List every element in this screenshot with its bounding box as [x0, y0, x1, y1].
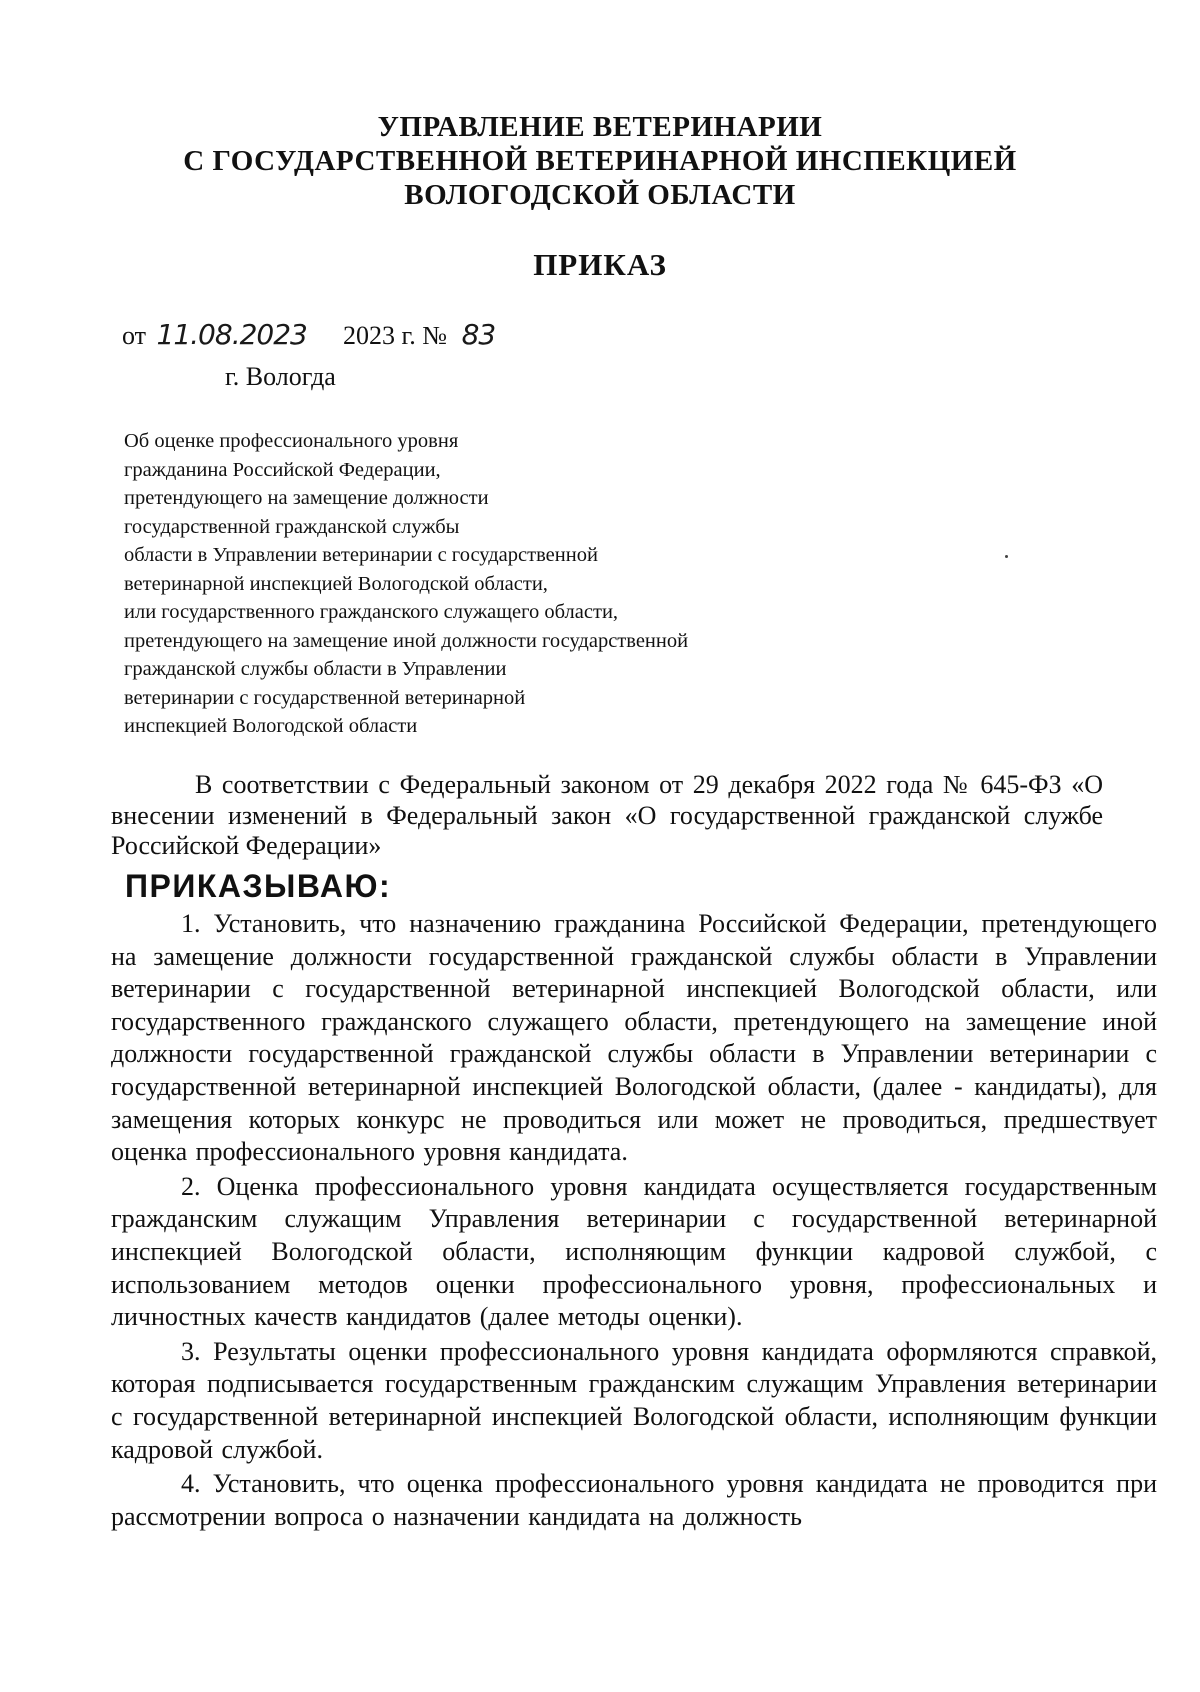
header-line-2: С ГОСУДАРСТВЕННОЙ ВЕТЕРИНАРНОЙ ИНСПЕКЦИЕЙ	[183, 145, 1017, 177]
subject-line: ветеринарии с государственной ветеринарной	[124, 686, 526, 709]
subject-line: претендующего на замещение должности	[124, 487, 489, 509]
year-number-label: 2023 г. №	[343, 321, 448, 350]
preamble	[111, 770, 1103, 862]
subject-line: гражданина Российской Федерации,	[124, 458, 441, 481]
order-directive-heading: ПРИКАЗЫВАЮ:	[125, 868, 392, 904]
subject-line: претендующего на замещение иной должности государственной	[124, 629, 689, 652]
order-subject	[124, 427, 688, 741]
subject-line: области в Управлении ветеринарии с государственной	[124, 544, 598, 566]
order-body	[111, 908, 1157, 1535]
subject-line: гражданской службы области в Управлении	[124, 658, 507, 680]
order-item-1: 1. Установить, что назначению гражданина Российской Федерации, претендующего на замещение должности государственной гражданской службы области в Управлении ветеринарии с государственной ветеринарной инспекцией Вологодской области, или государственного гражданского служащего области, претендующего на замещение иной должности государственной гражданской службы области в Управлении ветеринарии с государственной ветеринарной инспекцией Вологодской области, (далее - кандидаты), для замещения которых конкурс не проводиться или может не проводиться, предшествует оценка профессионального уровня кандидата.	[111, 909, 1157, 1167]
header-line-3: ВОЛОГОДСКОЙ ОБЛАСТИ	[404, 179, 796, 211]
subject-line: инспекцией Вологодской области	[124, 715, 418, 737]
scan-speck	[1005, 555, 1008, 558]
document-header	[0, 110, 1200, 212]
subject-line: государственной гражданской службы	[124, 515, 460, 538]
city-label: г. Вологда	[225, 362, 336, 391]
order-item-2: 2. Оценка профессионального уровня кандидата осуществляется государственным гражданским служащим Управления ветеринарии с государственной ветеринарной инспекцией Вологодской области, исполняющим функции кадровой службой, с использованием методов оценки профессионального уровня, профессиональных и личностных качеств кандидатов (далее методы оценки).	[111, 1171, 1157, 1332]
order-item-3: 3. Результаты оценки профессионального уровня кандидата оформляются справкой, которая подписывается государственным гражданским служащим Управления ветеринарии с государственной ветеринарной инспекцией Вологодской области, исполняющим функции кадровой службой.	[111, 1336, 1157, 1464]
subject-line: ветеринарной инспекцией Вологодской области,	[124, 572, 548, 595]
order-item-4: 4. Установить, что оценка профессионального уровня кандидата не проводится при рассмотрении вопроса о назначении кандидата на должность	[111, 1469, 1157, 1531]
subject-line: Об оценке профессионального уровня	[124, 430, 459, 452]
from-label: от	[122, 321, 147, 350]
document-title: ПРИКАЗ	[533, 247, 667, 282]
header-line-1: УПРАВЛЕНИЕ ВЕТЕРИНАРИИ	[377, 111, 823, 143]
handwritten-date: 11.08.2023	[156, 318, 307, 351]
subject-line: или государственного гражданского служащего области,	[124, 601, 619, 623]
order-date-line	[122, 318, 495, 351]
preamble-text: В соответствии с Федеральный законом от 29 декабря 2022 года № 645-ФЗ «О внесении изменений в Федеральный закон «О государственной гражданской службе Российской Федерации»	[111, 770, 1103, 860]
handwritten-order-number: 83	[461, 318, 496, 351]
